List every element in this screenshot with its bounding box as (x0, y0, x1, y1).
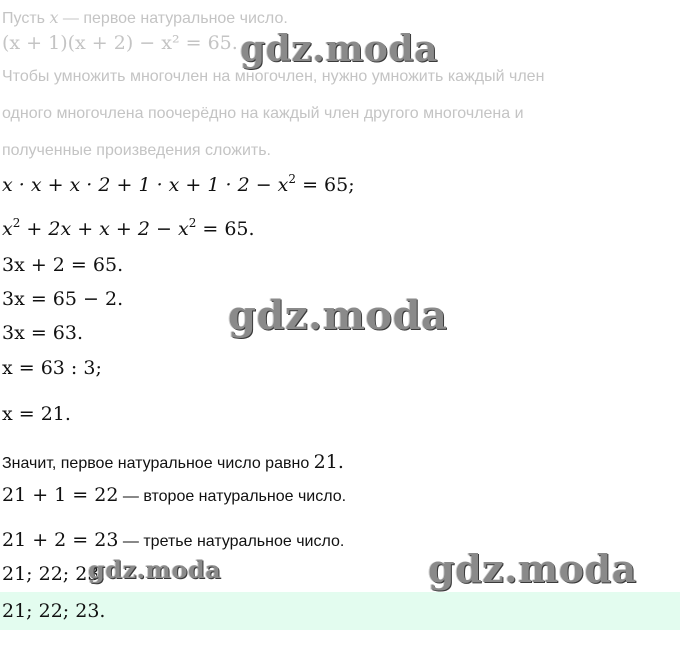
conclusion-first-value: 21. (313, 451, 344, 473)
intro-let: Пусть (2, 10, 45, 27)
watermark-small: gdz.moda (88, 555, 222, 584)
step-6: x = 63 : 3; (2, 357, 102, 379)
conclusion-second-text: — второе натуральное число. (118, 488, 347, 505)
conclusion-third (2, 529, 344, 551)
step-2-end: = 65. (196, 218, 255, 240)
rule-line-1: Чтобы умножить многочлен на многочлен, нужно умножить каждый член (2, 68, 545, 85)
step-7: x = 21. (2, 403, 71, 425)
intro-equation: (x + 1)(x + 2) − x² = 65. (2, 32, 238, 54)
step-1-end: = 65; (296, 174, 355, 196)
watermark-middle: gdz.moda (228, 292, 448, 339)
step-2-b-exp: 2 (188, 216, 197, 230)
conclusion-first-text: Значит, первое натуральное число равно (2, 455, 310, 472)
intro-let-line (2, 8, 288, 28)
conclusion-second (2, 484, 346, 506)
conclusion-third-text: — третье натуральное число. (118, 533, 345, 550)
rule-line-3: полученные произведения сложить. (2, 142, 271, 159)
step-2-a: x (2, 218, 13, 240)
step-1-body: x · x + x · 2 + 1 · x + 1 · 2 − x (2, 174, 289, 196)
step-5: 3x = 63. (2, 322, 84, 344)
step-2-b: + 2x + x + 2 − x (20, 218, 189, 240)
conclusion-third-expr: 21 + 2 = 23 (2, 529, 119, 551)
watermark-top: gdz.moda (240, 28, 438, 70)
step-1 (2, 174, 355, 196)
watermark-bottom-right: gdz.moda (428, 546, 637, 591)
step-4: 3x = 65 − 2. (2, 288, 124, 310)
step-2 (2, 218, 255, 240)
answer-text: 21; 22; 23. (2, 600, 106, 622)
step-2-a-exp: 2 (12, 216, 21, 230)
step-1-exp: 2 (288, 172, 297, 186)
intro-let-rest: — первое натуральное число. (62, 10, 288, 27)
answer-box (0, 592, 680, 630)
step-3: 3x + 2 = 65. (2, 254, 124, 276)
conclusion-list: 21; 22; 23. (2, 563, 106, 585)
intro-var: x (49, 8, 59, 27)
conclusion-first (2, 451, 344, 473)
rule-line-2: одного многочлена поочерёдно на каждый член другого многочлена и (2, 105, 524, 122)
conclusion-second-expr: 21 + 1 = 22 (2, 484, 119, 506)
